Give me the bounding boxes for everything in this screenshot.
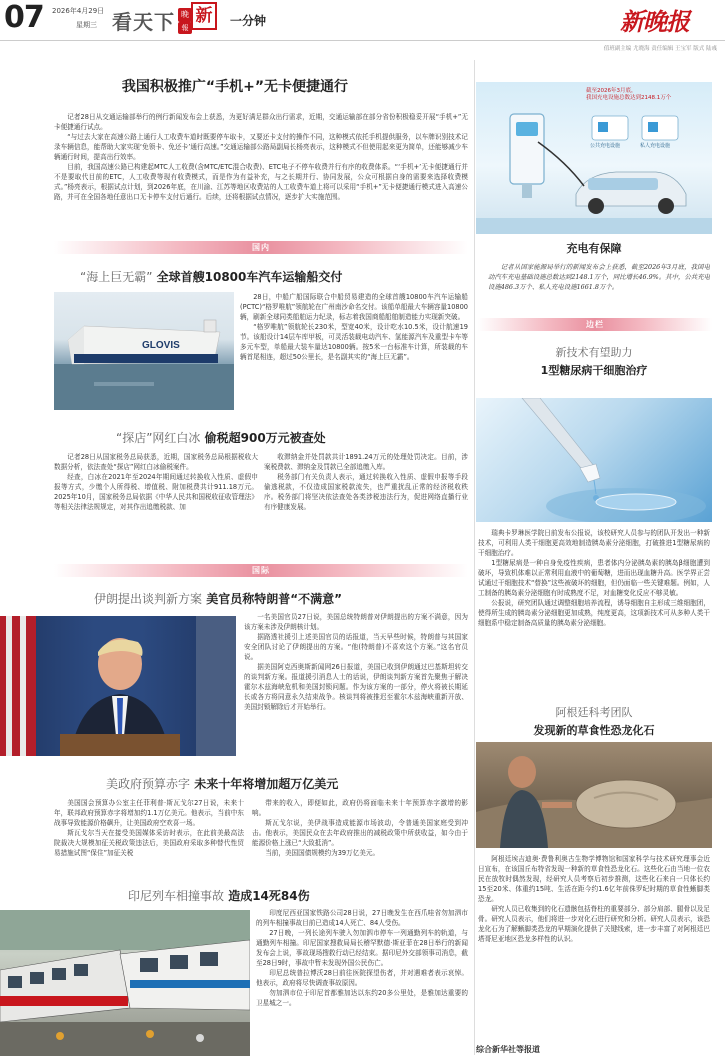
right-column-divider — [474, 60, 475, 1055]
lead-body: 记者28日从交通运输部举行的例行新闻发布会上获悉，为更好满足群众出行需求，近期，交通运输部在部分省份积极稳妥开展“手机+”无卡便捷通行试点。 “与过去大家在高速公路上通行人工收费车道时既要停车取卡，又要还卡支付的操作不同，这种模式依托手机提供服务，以车牌识别技术记录车辆信息，能帮助大家实现‘免领卡、免还卡’通行高速。”交通运输部公路局副局长杨亮表示，这种模式不但使用起来更为简单，还能够减少车辆通行时间，提高出行效率。 目前，我国高速公路已构建起MTC人工收费(含MTC/ETC混合收费)、ETC电子不停车收费并行有序的收费体系。“‘手机+’无卡便捷通行并不是要取代目前的ETC，人工收费等现有收费模式，而是作为有益补充，与之长期并行、协同发展，公众可根据自身的需要来选择收费模式。”杨亮表示，根据试点计划，到2026年底，在川渝、江苏等地区收费站的人工收费车道上将可以采用“手机+”无卡便捷通行模式进入高速公路，并可在全国各地任意出口无卡停车支付后通行。后续，还将根据试点情况，逐步扩大实施范围。 — [54, 113, 468, 201]
credit-line: 综合新华社等报道 — [476, 1045, 540, 1054]
charging-infographic — [476, 82, 712, 234]
iran-kicker: 伊朗提出谈判新方案 — [94, 592, 203, 606]
fossil-kicker: 阿根廷科考团队 — [555, 706, 633, 719]
tax-headline — [116, 429, 326, 446]
budget-kicker: 美政府预算赤字 — [106, 777, 191, 791]
budget-title: 未来十年将增加超万亿美元 — [194, 777, 339, 791]
section-bar-border: 边栏 — [478, 318, 712, 331]
tax-kicker: “探店”网红白冰 — [116, 431, 201, 445]
budget-body-col2: 带来的收入，即便如此，政府仍将面临未来十年预算赤字激增的影响。 斯瓦戈尔说，美伊战事造成能源市场波动，令普通美国家庭受到冲击。他表示，美国民众在去年政府推出的减税政策中所获收益，如今由于能源价格上涨已“大致抵消”。 当前，美国国债规模约为39万亿美元。 — [252, 799, 468, 857]
infographic-label-public: 公共充电设施 — [590, 143, 621, 149]
section-bar-domestic: 国内 — [54, 241, 468, 254]
train-title: 造成14死84伤 — [228, 889, 310, 903]
diabetes-body: 瑞典卡罗琳医学院日前发布公报说，该校研究人员参与的团队开发出一种新技术，可利用人类干细胞更高效地制造胰岛素分泌细胞，打破推进1型糖尿病的干细胞治疗。 1型糖尿病是一种自身免疫性疾病，患者体内分泌胰岛素的胰岛β细胞遭到破坏，导致机体难以正常利用血液中的葡萄糖，进而出现血糖升高。医学界正尝试通过干细胞技术“替换”这些被破坏的细胞，但仍面临一些关键难题。例如，人工制备的胰岛素分泌细胞有时成熟度不足，对血糖变化反应不够灵敏。 公报说，研究团队通过调整细胞培养流程，诱导细胞自主形成三维细胞团，使得所生成的胰岛素分泌细胞更加成熟，纯度更高，这项新技术可从多种人类干细胞系中稳定制备高质量的胰岛素分泌细胞。 — [478, 529, 710, 627]
header-weekday: 星期三 — [76, 21, 97, 29]
budget-body-col1: 美国国会预算办公室主任菲利普·斯瓦戈尔27日说，未来十年，联邦政府预算赤字将增加约1.1万亿美元。他表示，当前中东战事导致能源价格飙升，让美国政府空欢喜一场。 斯瓦戈尔当天在接受美国媒体采访时表示，在此前美最高法院裁决大规模加征关税政策违法后，美国政府采取多种替代性贸易措施试图“保住”加征关税 — [54, 799, 244, 857]
charging-station-icon — [476, 82, 712, 234]
lab-photo — [476, 398, 712, 522]
iran-title: 美官员称特朗普“不满意” — [206, 592, 342, 606]
train-kicker: 印尼列车相撞事故 — [128, 889, 225, 903]
ship-kicker: “海上巨无霸” — [80, 270, 153, 284]
iran-body: 一名美国官员27日说，美国总统特朗普对伊朗提出的方案不满意，因为该方案未涉及伊朗核计划。 据路透社援引上述美国官员的话报道，当天早些时候，特朗普与其国家安全团队讨论了伊朗提出的方案。“他(特朗普)不喜欢这个方案。”这名官员说。 据美国阿克西奥斯新闻网26日报道，美国已收到伊朗通过巴基斯坦转交的谈判新方案。报道援引消息人士的话说，伊朗谈判新方案首先聚焦于解决霍尔木兹海峡危机和美国封锁问题。作为该方案的一部分，停火将被长期延长或各方将同意永久结束战争。核谈判将被推迟至霍尔木兹海峡重新开放、美国封锁解除后才开始举行。 — [244, 613, 468, 711]
ship-headline — [80, 268, 342, 285]
diabetes-title: 1型糖尿病干细胞治疗 — [540, 364, 648, 377]
ship-body: 28日，中船广船国际联合中船贸易建造的全球首艘10800车汽车运输船(PCTC)“格罗唯航”领航轮在广州南沙命名交付。该船单船最大车辆容量10800辆，刷新全球同类船舶运力纪录，标志着我国商船船舶制造能力实现新突破。 “格罗唯航”领航轮长230米，型宽40米，设计吃水10.5米，设计航速19节。该船设计14层车库甲板，可灵活装载电动汽车、氢能源汽车及重型卡车等多元车型，单船最大装车量达10800辆。按5米一台标准车计算，所装载的车辆首尾相连，超过50公里长，是名副其实的“海上巨无霸”。 — [240, 293, 468, 361]
fossil-body: 阿根廷埃吉迪奥·费鲁利奥古生物学博物馆和国家科学与技术研究理事会近日宣布，在该国丘布特省发现一种新的草食性恐龙化石。这些化石由当地一位农民在放牧时偶然发现，经研究人员考察后初步推测，这些化石来自一只体长约15至20米、体重约15吨、生活在距今约1.6亿年前侏罗纪时期的草食性蜥脚类恐龙。 研究人员已收集到的化石遗骸包括脊柱的重要部分、部分肩部、腿骨以及足骨。研究人员表示，他们将进一步对化石进行研究和分析。研究人员表示，该恐龙化石为了解蜥脚类恐龙的早期演化提供了关键线索，进一步丰富了对阿根廷巴塔哥尼亚地区恐龙多样性的认识。 — [478, 855, 710, 943]
header-logo: 晚 新 報 — [178, 2, 222, 34]
header-date: 2026年4月29日 — [52, 7, 105, 15]
header-divider — [0, 40, 725, 41]
ship-photo — [54, 292, 234, 410]
diabetes-kicker: 新技术有望助力 — [555, 346, 633, 359]
masthead: 新晚报 — [620, 7, 689, 36]
tax-title: 偷税超900万元被查处 — [204, 431, 326, 445]
infographic-caption: 截至2026年3月底， 我国充电设施总数达到2148.1万个 — [586, 88, 672, 101]
tax-body-col1: 记者28日从国家税务总局获悉，近期，国家税务总局根据税收大数据分析，依法查处“探店”网红白冰偷税案件。 经查，白冰在2021年至2024年期间通过转换收入性质、虚假申报等方式，少缴个人所得税、增值税、附加税费共计911.18万元。2025年10月，国家税务总局依据《中华人民共和国税收征收管理法》等相关法律法规规定，对其作出追缴税款、加 — [54, 453, 258, 511]
trump-photo — [0, 616, 236, 756]
train-body: 印度尼西亚国家铁路公司28日说，27日晚发生在西爪哇省勿加泗市的列车相撞事故目前已造成14人死亡、84人受伤。 27日晚，一列长途列车驶入勿加泗市停车一列通勤列车的轨道，与通勤列车相撞。印尼国家搜救局局长稽罕默德·斯亚菲在28日举行的新闻发布会上说，事故现场搜救行动已经结束。据印尼外交部领事司消息，截至28日9时，事故中暂未发现外国公民伤亡。 印尼总统普拉博沃28日前往医院探望伤者，并对遇难者表示哀悼。他表示，政府将尽快调查事故原因。 勿加泗市位于印尼首都雅加达以东约20多公里处，是雅加达重要的卫星城之一。 — [256, 909, 468, 1007]
tax-body-col2: 收滞纳金并处罚款共计1891.24万元的处理处罚决定。目前，涉案税费款、滞纳金及罚款已全部追缴入库。 税务部门有关负责人表示，通过转换收入性质、虚假申报等手段偷逃税款，不仅造成国家税款流失，也严重扰乱正常的经济税收秩序。税务部门将坚决依法查处各类涉税违法行为，促进网络直播行业有序健康发展。 — [264, 453, 468, 511]
section-title: 看天下 — [112, 10, 175, 34]
charging-body: 记者从国家能源局举行的新闻发布会上获悉，截至2026年3月底，我国电动汽车充电基础设施总数达到2148.1万个，同比增长46.9%。其中，公共充电设施486.3万个、私人充电设施1661.8万个。 — [488, 263, 710, 291]
ship-title: 全球首艘10800车汽车运输船交付 — [156, 270, 343, 284]
section-bar-international: 国际 — [54, 564, 468, 577]
svg-text:GLOVIS: GLOVIS — [142, 340, 180, 351]
lead-headline: 我国积极推广“手机+”无卡便捷通行 — [121, 79, 349, 95]
train-photo — [0, 910, 250, 1056]
editors-line: 值班副主编 尤晓海 责任编辑 王宝军 版式 陆彧 — [603, 46, 717, 52]
fossil-photo — [476, 742, 712, 848]
column-name: 一分钟 — [230, 14, 267, 28]
page-number: 07 — [4, 0, 44, 35]
infographic-label-private: 私人充电设施 — [640, 143, 671, 149]
iran-headline — [94, 590, 342, 607]
train-headline — [128, 887, 310, 904]
budget-headline — [106, 775, 338, 792]
charging-title: 充电有保障 — [566, 242, 622, 255]
fossil-title: 发现新的草食性恐龙化石 — [533, 724, 655, 737]
